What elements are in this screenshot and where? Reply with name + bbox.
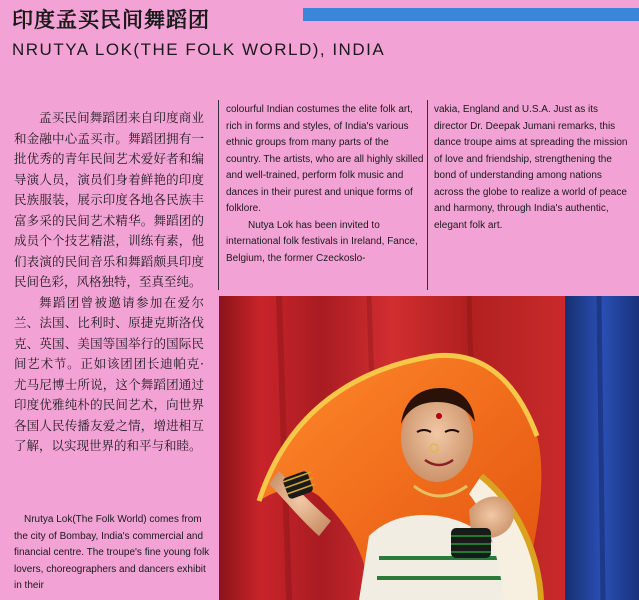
- dancer-photo: [219, 296, 639, 600]
- english-paragraph-festivals: Nutya Lok has been invited to international folk festivals in Ireland, Fance, Belgium, the former Czeckoslo-: [226, 219, 418, 264]
- english-paragraph-intro: Nrutya Lok(The Folk World) comes from the city of Bombay, India's commercial and financial centre. The troupe's fine young folk lovers, choreographers and dancers exhibit in their: [14, 514, 210, 591]
- page-title-chinese: 印度孟买民间舞蹈团: [12, 8, 210, 32]
- chinese-text-column: [14, 108, 204, 457]
- title-accent-bar: [303, 8, 639, 21]
- english-text-right-column: [434, 102, 630, 234]
- english-text-left-column: [14, 512, 212, 595]
- chinese-paragraph-1: 孟买民间舞蹈团来自印度商业和金融中心孟买市。舞蹈团拥有一批优秀的青年民间艺术爱好者和编导演人员，演员们身着鲜艳的印度民族服装，展示印度各地各民族丰富多采的民间艺术精华。舞蹈团的成员个个技艺精湛，训练有素，他们表演的民间音乐和舞蹈颇具印度民间色彩，风格独特，至真至纯。: [14, 110, 204, 289]
- english-text-middle-column: [226, 102, 424, 267]
- english-paragraph-mission: vakia, England and U.S.A. Just as its director Dr. Deepak Jumani remarks, this dance troupe aims at spreading the mission of love and friendship, strengthening the bond of understanding among nations across the globe to realize a world of peace and harmony, through India's authentic, elegant folk art.: [434, 104, 628, 231]
- column-divider: [218, 100, 219, 290]
- english-paragraph-costumes: colourful Indian costumes the elite folk art, rich in forms and styles, of India's various ethnic groups from many parts of the country. The artists, who are all highly skilled and well-trained, perform folk music and dances in their purest and unique forms of folklore.: [226, 104, 424, 214]
- page-title-english: NRUTYA LOK(THE FOLK WORLD), INDIA: [12, 40, 386, 59]
- column-divider: [427, 100, 428, 290]
- chinese-paragraph-2: 舞蹈团曾被邀请参加在爱尔兰、法国、比利时、原捷克斯洛伐克、英国、美国等国举行的国际民间艺术节。正如该团团长迪帕克·尤马尼博士所说，这个舞蹈团通过印度优雅纯朴的民间艺术，向世界各国人民传播友爱之情，增进相互了解，以实现世界的和平与和睦。: [14, 294, 204, 453]
- bindi: [436, 413, 442, 419]
